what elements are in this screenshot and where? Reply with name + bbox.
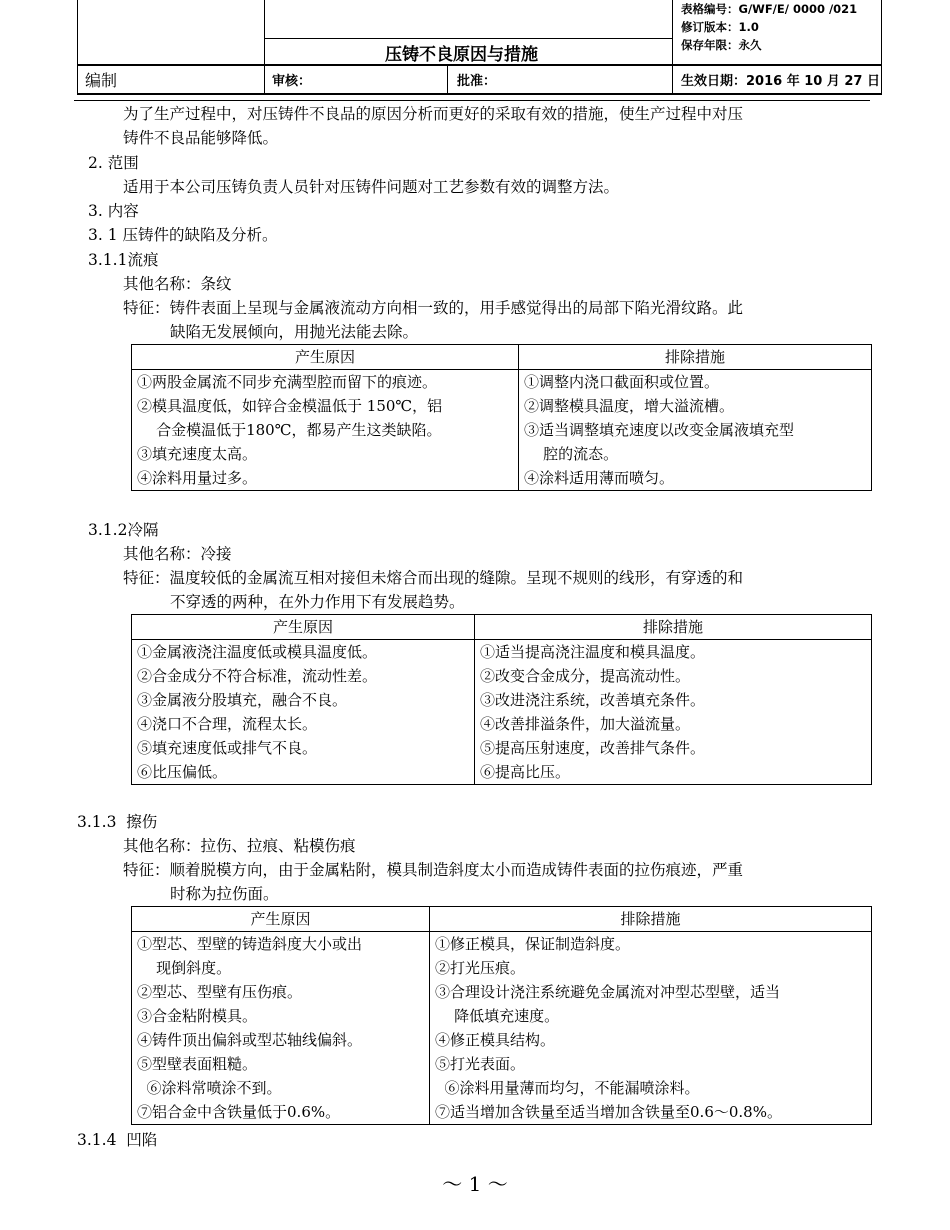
defect-table (131, 614, 872, 785)
prepared-by-label: 编制 (85, 71, 118, 90)
cause-item: ③金属液分股填充，融合不良。 (137, 691, 348, 709)
fix-item: ⑥涂料用量薄而均匀，不能漏喷涂料。 (435, 1079, 700, 1097)
intro-line-2: 铸件不良品能够降低。 (123, 129, 279, 147)
fix-item: ①调整内浇口截面积或位置。 (524, 373, 720, 391)
cause-item: ③合金粘附模具。 (137, 1007, 258, 1025)
revision-version: 修订版本：1.0 (681, 20, 759, 34)
column-header-cause: 产生原因 (132, 345, 519, 370)
defect-alias: 其他名称：冷接 (123, 545, 232, 563)
fix-item: ③适当调整填充速度以改变金属液填充型 (524, 421, 795, 439)
column-header-cause: 产生原因 (132, 907, 430, 932)
defect-title: 3.1.3 擦伤 (77, 813, 158, 831)
fix-item: ③改进浇注系统，改善填充条件。 (480, 691, 706, 709)
subsection-3-1: 3. 1 压铸件的缺陷及分析。 (88, 226, 278, 244)
column-header-fix: 排除措施 (430, 907, 872, 932)
defect-alias: 其他名称：拉伤、拉痕、粘模伤痕 (123, 837, 356, 855)
scope-heading: 2. 范围 (88, 154, 139, 172)
approved-by-label: 批准： (457, 74, 497, 89)
intro-line-1: 为了生产过程中，对压铸件不良品的原因分析而更好的采取有效的措施，使生产过程中对压 (123, 105, 744, 123)
fix-item: 腔的流态。 (524, 445, 619, 463)
defect-feature-line: 特征：顺着脱模方向，由于金属粘附，模具制造斜度太小而造成铸件表面的拉伤痕迹，严重 (123, 861, 744, 879)
cause-item: ⑥比压偏低。 (137, 763, 228, 781)
defect-feature-line: 缺陷无发展倾向，用抛光法能去除。 (170, 323, 419, 341)
defect-feature-line: 不穿透的两种，在外力作用下有发展趋势。 (170, 593, 465, 611)
fix-item: ②调整模具温度，增大溢流槽。 (524, 397, 735, 415)
defect-feature-line: 时称为拉伤面。 (170, 885, 279, 903)
fix-item: ⑤提高压射速度，改善排气条件。 (480, 739, 706, 757)
cause-item: 现倒斜度。 (137, 959, 232, 977)
next-section-title: 3.1.4 凹陷 (77, 1131, 158, 1149)
effective-date: 生效日期：2016 年 10 月 27 日 (681, 74, 880, 89)
fix-item: ⑦适当增加含铁量至适当增加含铁量至0.6～0.8%。 (435, 1103, 782, 1121)
scope-text: 适用于本公司压铸负责人员针对压铸件问题对工艺参数有效的调整方法。 (123, 178, 620, 196)
cause-item: ②型芯、型壁有压伤痕。 (137, 983, 303, 1001)
cause-cell (132, 640, 475, 785)
fix-item: ③合理设计浇注系统避免金属流对冲型芯型壁，适当 (435, 983, 781, 1001)
defect-table (131, 906, 872, 1125)
reviewed-by-label: 审核： (272, 74, 312, 89)
cause-cell (132, 932, 430, 1125)
column-header-cause: 产生原因 (132, 615, 475, 640)
cause-item: 合金模温低于180℃，都易产生这类缺陷。 (137, 421, 442, 439)
cause-item: ③填充速度太高。 (137, 445, 258, 463)
retention-period: 保存年限：永久 (681, 38, 762, 52)
defect-title: 3.1.2冷隔 (88, 521, 159, 539)
fix-cell (430, 932, 872, 1125)
column-header-fix: 排除措施 (519, 345, 872, 370)
cause-cell (132, 370, 519, 491)
fix-item: ②改变合金成分，提高流动性。 (480, 667, 691, 685)
cause-item: ⑤型壁表面粗糙。 (137, 1055, 258, 1073)
cause-item: ④铸件顶出偏斜或型芯轴线偏斜。 (137, 1031, 363, 1049)
fix-item: ④改善排溢条件，加大溢流量。 (480, 715, 691, 733)
cause-item: ②合金成分不符合标准，流动性差。 (137, 667, 378, 685)
form-number: 表格编号：G/WF/E/ 0000 /021 (681, 2, 858, 16)
defect-feature-line: 特征：温度较低的金属流互相对接但未熔合而出现的缝隙。呈现不规则的线形，有穿透的和 (123, 569, 744, 587)
fix-cell (519, 370, 872, 491)
header-divider (74, 100, 870, 101)
fix-item: ④修正模具结构。 (435, 1031, 556, 1049)
page-number: ～ 1 ～ (442, 1172, 508, 1196)
cause-item: ⑥涂料常喷涂不到。 (137, 1079, 282, 1097)
content-heading: 3. 内容 (88, 202, 139, 220)
fix-item: ④涂料适用薄而喷匀。 (524, 469, 675, 487)
cause-item: ⑦铝合金中含铁量低于0.6%。 (137, 1103, 341, 1121)
fix-item: ⑥提高比压。 (480, 763, 571, 781)
document-header (77, 0, 882, 94)
fix-item: ⑤打光表面。 (435, 1055, 526, 1073)
cause-item: ②模具温度低，如锌合金模温低于 150℃，铝 (137, 397, 443, 415)
cause-item: ①金属液浇注温度低或模具温度低。 (137, 643, 378, 661)
cause-item: ④涂料用量过多。 (137, 469, 258, 487)
fix-item: ①修正模具，保证制造斜度。 (435, 935, 631, 953)
defect-feature-line: 特征：铸件表面上呈现与金属液流动方向相一致的，用手感觉得出的局部下陷光滑纹路。此 (123, 299, 744, 317)
fix-item: ①适当提高浇注温度和模具温度。 (480, 643, 706, 661)
document-title: 压铸不良原因与措施 (385, 45, 538, 65)
cause-item: ⑤填充速度低或排气不良。 (137, 739, 318, 757)
column-header-fix: 排除措施 (475, 615, 872, 640)
defect-title: 3.1.1流痕 (88, 251, 159, 269)
fix-item: ②打光压痕。 (435, 959, 526, 977)
cause-item: ①两股金属流不同步充满型腔而留下的痕迹。 (137, 373, 438, 391)
defect-alias: 其他名称：条纹 (123, 275, 232, 293)
cause-item: ④浇口不合理，流程太长。 (137, 715, 318, 733)
cause-item: ①型芯、型壁的铸造斜度大小或出 (137, 935, 363, 953)
fix-cell (475, 640, 872, 785)
fix-item: 降低填充速度。 (435, 1007, 560, 1025)
defect-table (131, 344, 872, 491)
